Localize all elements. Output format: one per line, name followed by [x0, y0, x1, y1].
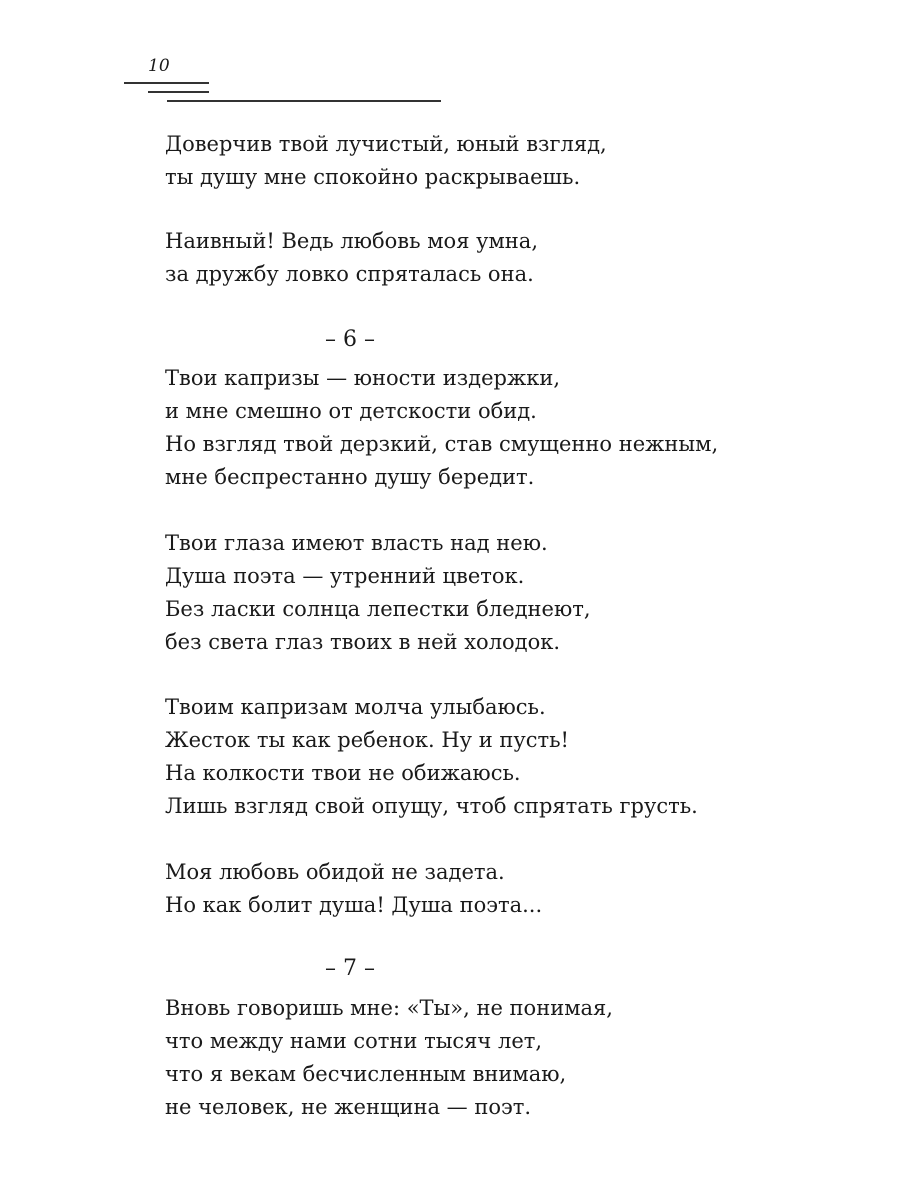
verse-line: мне беспрестанно душу бередит.: [165, 465, 535, 489]
verse-line: На колкости твои не обижаюсь.: [165, 761, 521, 785]
verse-line: Без ласки солнца лепестки бледнеют,: [165, 597, 591, 621]
verse-line: и мне смешно от детскости обид.: [165, 399, 537, 423]
stanza: [165, 856, 542, 922]
stanza: [165, 527, 591, 659]
verse-line: Твоим капризам молча улыбаюсь.: [165, 695, 546, 719]
verse-line: Твои капризы — юности издержки,: [165, 366, 561, 390]
poem-number: – 7 –: [325, 956, 375, 981]
verse-line: Доверчив твой лучистый, юный взгляд,: [165, 132, 607, 156]
verse-line: ты душу мне спокойно раскрываешь.: [165, 165, 581, 189]
verse-line: не человек, не женщина — поэт.: [165, 1095, 532, 1119]
header-rule-1: [124, 82, 209, 84]
verse-line: Но как болит душа! Душа поэта...: [165, 893, 543, 917]
page-number: 10: [148, 56, 170, 76]
header-rule-3: [167, 100, 441, 102]
verse-line: Жесток ты как ребенок. Ну и пусть!: [165, 728, 569, 752]
verse-line: что я векам бесчисленным внимаю,: [165, 1062, 567, 1086]
stanza: [165, 128, 607, 194]
poem-number: – 6 –: [325, 327, 375, 352]
verse-line: Лишь взгляд свой опущу, чтоб спрятать грусть.: [165, 794, 698, 818]
verse-line: без света глаз твоих в ней холодок.: [165, 630, 561, 654]
verse-line: Но взгляд твой дерзкий, став смущенно нежным,: [165, 432, 719, 456]
verse-line: Наивный! Ведь любовь моя умна,: [165, 229, 538, 253]
header-rule-2: [148, 91, 209, 93]
verse-line: Вновь говоришь мне: «Ты», не понимая,: [165, 996, 613, 1020]
verse-line: что между нами сотни тысяч лет,: [165, 1029, 543, 1053]
verse-line: Душа поэта — утренний цветок.: [165, 564, 525, 588]
stanza: [165, 691, 698, 823]
verse-line: за дружбу ловко спряталась она.: [165, 262, 534, 286]
stanza: [165, 225, 538, 291]
verse-line: Твои глаза имеют власть над нею.: [165, 531, 548, 555]
stanza: [165, 992, 613, 1124]
stanza: [165, 362, 718, 494]
verse-line: Моя любовь обидой не задета.: [165, 860, 505, 884]
